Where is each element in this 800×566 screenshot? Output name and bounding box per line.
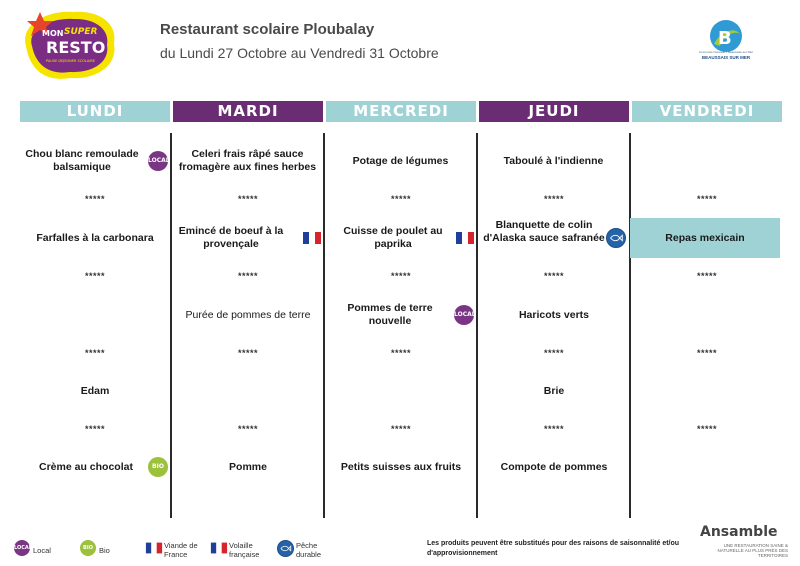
mardi-accompagnement: Purée de pommes de terre (185, 309, 311, 321)
logo-word-mon: MON (42, 29, 64, 38)
local-icon: LOCAL (454, 305, 474, 325)
commune-logo-text: BEAUSSAIS SUR MER (701, 55, 751, 60)
lundi-fromage: Edam (80, 385, 110, 397)
jeudi-accompagnement: Haricots verts (518, 309, 590, 321)
course-separator: ***** (390, 194, 411, 204)
day-header-vendredi: VENDREDI (632, 101, 782, 122)
page-title: Restaurant scolaire Ploubalay (160, 21, 375, 38)
course-separator: ***** (237, 271, 258, 281)
course-separator: ***** (390, 424, 411, 434)
legend-peche-icon (277, 540, 294, 557)
legend-peche-label: Pêche durable (296, 541, 322, 559)
course-separator: ***** (543, 348, 564, 358)
course-separator: ***** (696, 348, 717, 358)
column-divider (170, 133, 172, 518)
volaille-francaise-icon (455, 228, 475, 248)
course-separator: ***** (84, 271, 105, 281)
course-separator: ***** (390, 271, 411, 281)
vendredi-plat: Repas mexicain (665, 232, 745, 244)
bio-icon: BIO (148, 457, 168, 477)
mon-super-resto-logo (18, 6, 120, 88)
local-icon: LOCAL (148, 151, 168, 171)
day-header-jeudi: JEUDI (479, 101, 629, 122)
course-separator: ***** (237, 424, 258, 434)
lundi-plat: Farfalles à la carbonara (36, 232, 154, 244)
course-separator: ***** (696, 424, 717, 434)
legend-viande-flag-icon (145, 539, 163, 557)
mercredi-entree: Potage de légumes (352, 155, 449, 167)
mardi-plat: Emincé de boeuf à la provençale (178, 225, 284, 250)
logo-tagline: PAUSE DEJEUNER SCOLAIRE (46, 59, 95, 63)
course-separator: ***** (696, 271, 717, 281)
mercredi-plat: Cuisse de poulet au paprika (343, 225, 443, 250)
lundi-dessert: Crème au chocolat (39, 461, 133, 473)
course-separator: ***** (543, 194, 564, 204)
jeudi-fromage: Brie (543, 385, 565, 397)
column-divider (323, 133, 325, 518)
peche-durable-icon (606, 228, 626, 248)
day-header-lundi: LUNDI (20, 101, 170, 122)
legend-volaille-flag-icon (210, 539, 228, 557)
week-dates: du Lundi 27 Octobre au Vendredi 31 Octobre (160, 45, 439, 61)
course-separator: ***** (237, 348, 258, 358)
jeudi-entree: Taboulé à l'indienne (503, 155, 604, 167)
course-separator: ***** (237, 194, 258, 204)
svg-text:B: B (718, 28, 732, 49)
ansamble-tagline: UNE RESTAURATION SAINE & NATURELLE AU PLUS PRÈS DES TERRITOIRES (717, 543, 788, 558)
substitution-note: Les produits peuvent être substitués pour des raisons de saisonnalité et/ou d'approvisionnement (427, 540, 680, 557)
beaussais-sur-mer-logo (694, 14, 758, 70)
legend-bio-label: Bio (99, 546, 110, 555)
course-separator: ***** (390, 348, 411, 358)
legend-volaille-label: Volaille française (229, 541, 260, 559)
column-divider (629, 133, 631, 518)
commune-logo-small-text: Commune Nouvelle • Beaussais-sur-Mer (698, 50, 754, 54)
mardi-entree: Celeri frais râpé sauce fromagère aux fines herbes (178, 148, 317, 173)
day-header-mercredi: MERCREDI (326, 101, 476, 122)
mardi-dessert: Pomme (229, 461, 267, 473)
legend-local-label: Local (33, 546, 51, 555)
course-separator: ***** (543, 424, 564, 434)
legend-local-icon: LOCAL (14, 540, 30, 556)
day-header-mardi: MARDI (173, 101, 323, 122)
column-divider (476, 133, 478, 518)
ansamble-logo: Ansamble (700, 524, 778, 540)
viande-de-france-icon (302, 228, 322, 248)
lundi-entree: Chou blanc remoulade balsamique (25, 148, 139, 173)
logo-word-super: SUPER (64, 27, 98, 37)
mercredi-dessert: Petits suisses aux fruits (340, 461, 462, 473)
course-separator: ***** (696, 194, 717, 204)
legend-bio-icon: BIO (80, 540, 96, 556)
course-separator: ***** (84, 424, 105, 434)
course-separator: ***** (84, 348, 105, 358)
logo-word-resto: RESTO (46, 38, 106, 57)
legend-viande-label: Viande de France (164, 541, 198, 559)
course-separator: ***** (84, 194, 105, 204)
jeudi-plat: Blanquette de colin d'Alaska sauce safranée (483, 219, 605, 244)
course-separator: ***** (543, 271, 564, 281)
mercredi-accompagnement: Pommes de terre nouvelle (347, 302, 433, 327)
jeudi-dessert: Compote de pommes (500, 461, 608, 473)
